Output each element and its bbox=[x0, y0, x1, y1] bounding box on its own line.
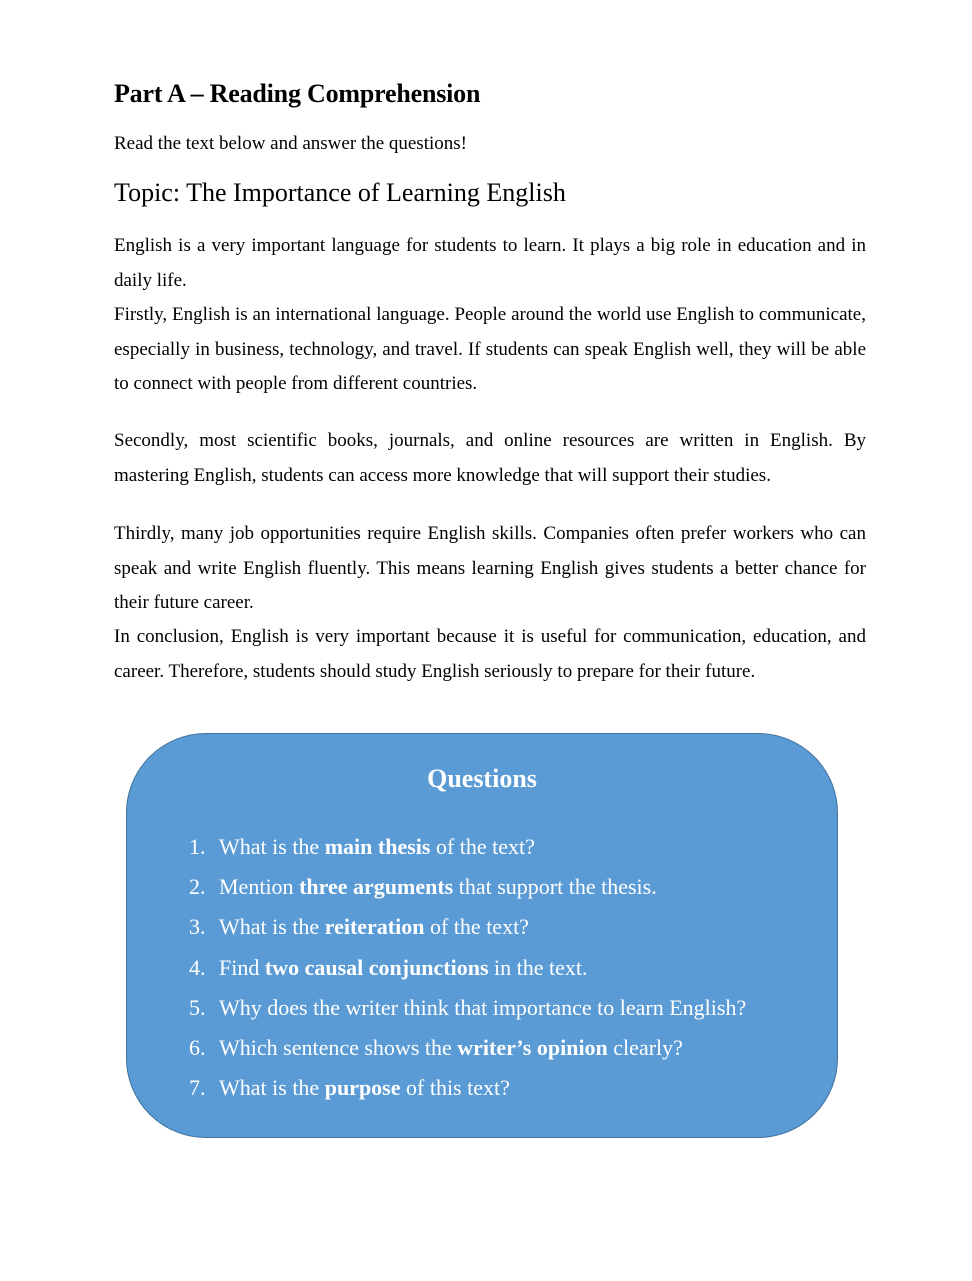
question-number: 4. bbox=[189, 954, 206, 980]
question-number: 6. bbox=[189, 1035, 206, 1061]
question-text: Why does the writer think that importance to learn English? bbox=[219, 994, 747, 1020]
question-item-1 bbox=[189, 827, 746, 867]
question-text: What is the bbox=[219, 1075, 325, 1101]
question-item-3 bbox=[189, 907, 746, 947]
question-number: 5. bbox=[189, 994, 206, 1020]
question-text: What is the bbox=[219, 914, 325, 940]
question-keyword: purpose bbox=[324, 1075, 401, 1101]
paragraph-introduction: English is a very important language for students to learn. It plays a big role in education and in daily life. bbox=[114, 235, 866, 291]
question-text-end: clearly? bbox=[607, 1035, 683, 1061]
question-number: 2. bbox=[189, 874, 206, 900]
question-text: Which sentence shows the bbox=[219, 1035, 458, 1061]
question-item-4 bbox=[189, 948, 746, 988]
question-text-end: that support the thesis. bbox=[453, 874, 657, 900]
questions-title: Questions bbox=[427, 764, 537, 793]
topic-heading: Topic: The Importance of Learning English bbox=[114, 178, 566, 207]
question-number: 3. bbox=[189, 914, 206, 940]
question-keyword: writer’s opinion bbox=[457, 1035, 608, 1061]
question-keyword: reiteration bbox=[324, 914, 425, 940]
part-title: Part A – Reading Comprehension bbox=[114, 79, 481, 108]
paragraph-conclusion: In conclusion, English is very important because it is useful for communication, education, and career. Therefore, students should study English seriously to prepare for their future. bbox=[114, 626, 866, 682]
question-text-end: in the text. bbox=[488, 954, 588, 980]
instruction-text: Read the text below and answer the questions! bbox=[114, 133, 467, 154]
question-text: What is the bbox=[219, 834, 325, 859]
questions-list bbox=[189, 827, 746, 1108]
paragraph-argument-1: Firstly, English is an international language. People around the world use English to communicate, especially in business, technology, and travel. If students can speak English well, they will be able to connect with people from different countries. bbox=[114, 304, 866, 394]
paragraph-argument-3: Thirdly, many job opportunities require English skills. Companies often prefer workers who can speak and write English fluently. This means learning English gives students a better chance for their future career. bbox=[114, 523, 866, 613]
question-number: 7. bbox=[189, 1075, 206, 1101]
paragraph-argument-2: Secondly, most scientific books, journals, and online resources are written in English. By mastering English, students can access more knowledge that will support their studies. bbox=[114, 430, 866, 486]
question-item-2 bbox=[189, 867, 746, 907]
question-item-7 bbox=[189, 1068, 746, 1108]
question-item-6 bbox=[189, 1028, 746, 1068]
question-text-end: of the text? bbox=[424, 914, 529, 940]
question-item-5 bbox=[189, 988, 746, 1028]
question-keyword: two causal conjunctions bbox=[264, 954, 489, 980]
question-keyword: main thesis bbox=[324, 834, 431, 859]
question-text-end: of this text? bbox=[400, 1075, 510, 1101]
question-text: Mention bbox=[219, 874, 300, 900]
question-text: Find bbox=[219, 954, 265, 980]
question-text-end: of the text? bbox=[430, 834, 535, 859]
question-keyword: three arguments bbox=[299, 874, 454, 900]
question-number: 1. bbox=[189, 834, 206, 859]
questions-box bbox=[126, 733, 838, 1138]
